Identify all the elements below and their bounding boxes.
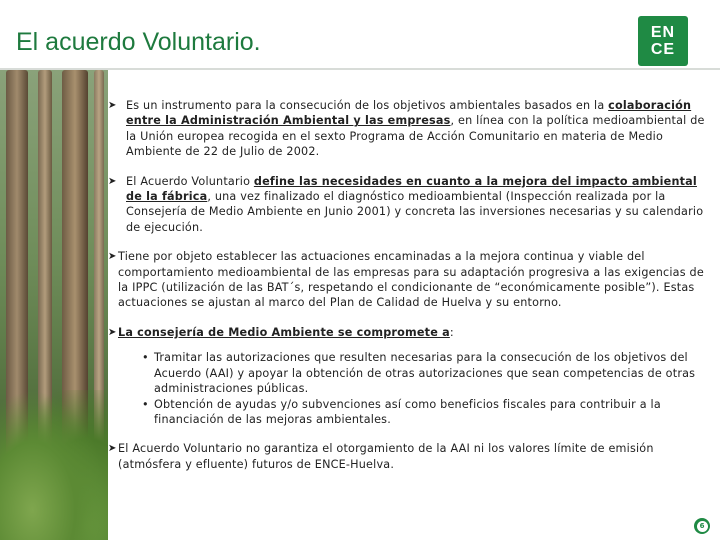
paragraph-needs: ➤ El Acuerdo Voluntario define las necesidades en cuanto a la mejora del impacto ambiental de la fábrica, una vez finalizado el diagnóstico medioambiental (Inspección realizada por la Consejería de Medio Ambiente en Junio 2001) y concreta las inversiones necesarias y su calendario de ejecución. <box>108 174 704 234</box>
paragraph-instrument: ➤ Es un instrumento para la consecución de los objetivos ambientales basados en la colaboración entre la Administración Ambiental y las empresas, en línea con la política medioambiental de la Unión europea recogida en el sexto Programa de Acción Comunitario en materia de Medio Ambiente de 22 de Julio de 2002. <box>108 99 705 159</box>
fern-foliage <box>0 390 108 540</box>
emphasis-collaboration: colaboración entre la Administración Ambiental y las empresas <box>126 99 692 128</box>
emphasis-needs: define las necesidades en cuanto a la mejora del impacto ambiental de la fábrica <box>126 174 697 204</box>
emphasis-commitment: La consejería de Medio Ambiente se compromete a <box>118 325 450 339</box>
logo-line-1: EN <box>650 24 676 41</box>
paragraph-guarantee: ➤ El Acuerdo Voluntario no garantiza el otorgamiento de la AAI ni los valores límite de emisión (atmósfera y efluente) futuros de ENCE-Huelva. <box>108 442 654 471</box>
logo-line-2: CE <box>650 41 676 58</box>
slide-content <box>106 98 710 486</box>
page-number: 6 <box>697 521 708 532</box>
title-divider <box>0 68 720 70</box>
slide-title: El acuerdo Voluntario. <box>16 28 261 56</box>
list-item: • Tramitar las autorizaciones que resulten necesarias para la consecución de los objetivos del Acuerdo (AAI) y apoyar la obtención de otras autorizaciones que sean competencias de otras administraciones públicas. <box>142 351 696 396</box>
bullet-dot-icon: • <box>142 351 149 365</box>
forest-photo <box>0 70 108 540</box>
bullet-dot-icon: • <box>142 397 149 411</box>
arrow-bullet-icon: ➤ <box>108 443 117 455</box>
commitment-list <box>106 350 710 427</box>
ence-logo <box>638 16 688 66</box>
arrow-bullet-icon: ➤ <box>108 251 117 263</box>
page-number-badge <box>694 518 710 534</box>
list-item: • Obtención de ayudas y/o subvenciones así como beneficios fiscales para contribuir a la financiación de las mejoras ambientales. <box>142 397 661 426</box>
arrow-bullet-icon: ➤ <box>108 326 117 338</box>
arrow-bullet-icon: ➤ <box>108 100 117 111</box>
paragraph-commitment-heading: ➤ La consejería de Medio Ambiente se compromete a: <box>108 325 454 339</box>
paragraph-objective: ➤ Tiene por objeto establecer las actuaciones encaminadas a la mejora continua y viable del comportamiento medioambiental de las empresas para su adaptación progresiva a las exigencias de la IPPC (utilización de las BAT´s, respetando el condicionante de “económicamente posible”). Estas actuaciones se ajustan al marco del Plan de Calidad de Huelva y su entorno. <box>108 250 704 310</box>
arrow-bullet-icon: ➤ <box>108 175 117 187</box>
